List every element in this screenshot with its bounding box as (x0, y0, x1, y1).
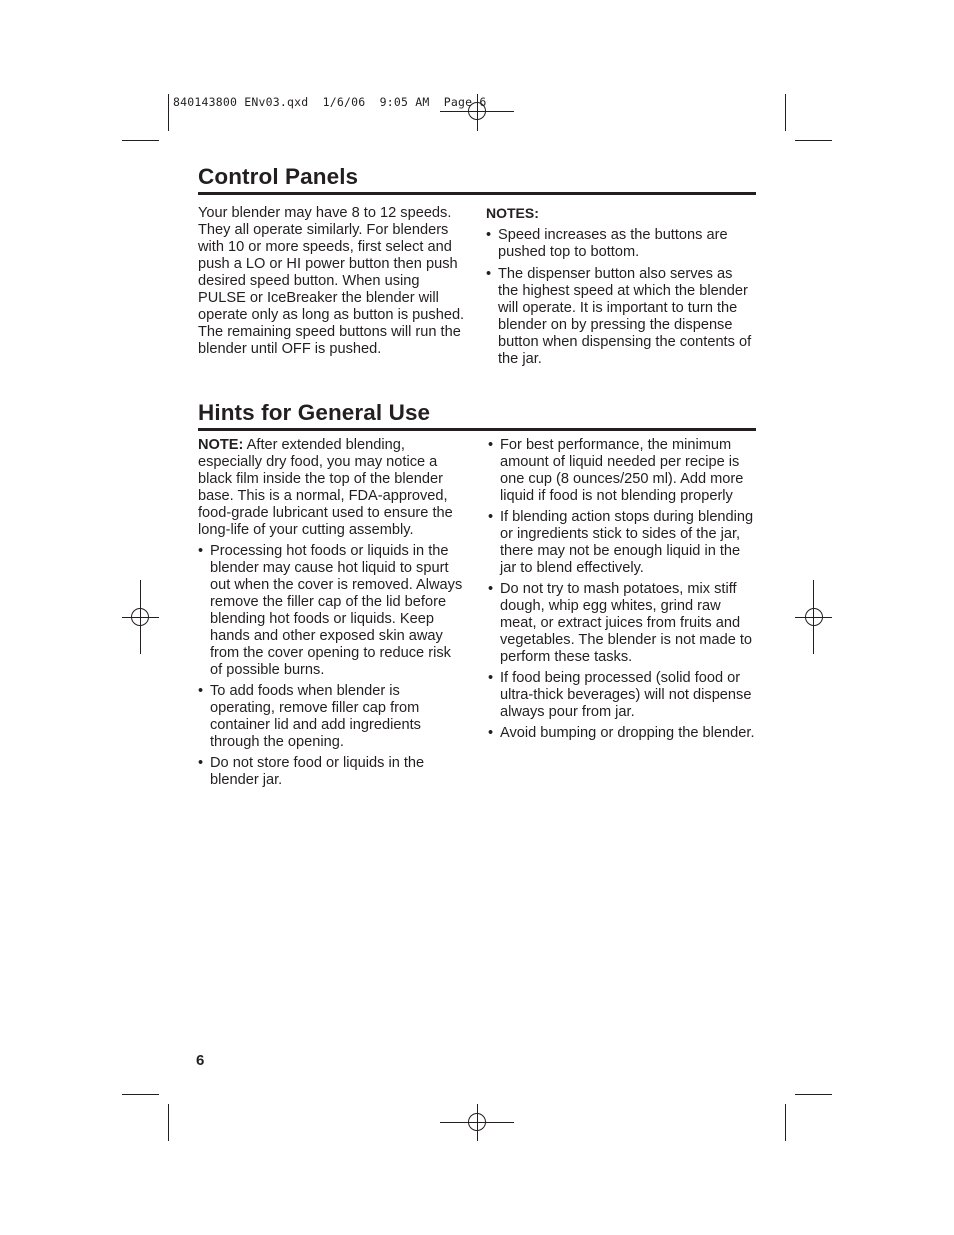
hints-left-list (198, 543, 464, 789)
notes-heading: NOTES: (486, 205, 539, 221)
section-title-hints: Hints for General Use (198, 400, 431, 425)
section-rule (198, 428, 756, 431)
note-lead: NOTE: (198, 437, 244, 453)
hints-right-column (488, 437, 758, 742)
crop-mark (168, 1104, 169, 1141)
control-panels-body (198, 205, 466, 358)
list-item: • The dispenser button also serves as the highest speed at which the blender will operate. It is important to turn the blender on by pressing the dispense button when dispensing the contents of the jar. (486, 266, 756, 368)
crop-mark (122, 1094, 159, 1095)
notes-list (486, 227, 756, 368)
list-item: • Avoid bumping or dropping the blender. (488, 725, 758, 742)
control-panels-notes (486, 205, 756, 368)
crop-mark (785, 94, 786, 131)
crop-mark (795, 140, 832, 141)
crop-mark (122, 140, 159, 141)
section-title-control-panels: Control Panels (198, 164, 359, 189)
list-item: • Processing hot foods or liquids in the blender may cause hot liquid to spurt out when the cover is removed. Always remove the filler cap of the lid before blending hot foods or liquids. Keep hands and other exposed skin away from the cover opening to reduce risk of possible burns. (198, 543, 464, 679)
registration-line (477, 1104, 478, 1141)
hints-left-column (198, 437, 464, 789)
list-item: • If food being processed (solid food or ultra-thick beverages) will not dispense always pour from jar. (488, 670, 758, 721)
page-number: 6 (196, 1052, 205, 1069)
crop-mark (795, 1094, 832, 1095)
registration-line (813, 580, 814, 654)
crop-mark (168, 94, 169, 131)
list-item: • Speed increases as the buttons are pushed top to bottom. (486, 227, 756, 261)
list-item: • If blending action stops during blending or ingredients stick to sides of the jar, there may not be enough liquid in the jar to blend effectively. (488, 509, 758, 577)
list-item: • Do not store food or liquids in the blender jar. (198, 755, 464, 789)
crop-mark (785, 1104, 786, 1141)
print-slug: 840143800 ENv03.qxd 1/6/06 9:05 AM Page 6 (173, 95, 487, 109)
registration-line (140, 580, 141, 654)
list-item: • For best performance, the minimum amount of liquid needed per recipe is one cup (8 ounces/250 ml). Add more liquid if food is not blending properly (488, 437, 758, 505)
paragraph: Your blender may have 8 to 12 speeds. They all operate similarly. For blenders with 10 or more speeds, first select and push a LO or HI power button then push desired speed button. When using PULSE or IceBreaker the blender will operate only as long as button is pushed. The remaining speed buttons will run the blender until OFF is pushed. (198, 205, 465, 357)
section-rule (198, 192, 756, 195)
note-text: After extended blending, especially dry food, you may notice a black film inside the top of the blender base. This is a normal, FDA-approved, food-grade lubricant used to ensure the long-life of your cutting assembly. (198, 437, 453, 538)
hints-right-list (488, 437, 758, 742)
note-paragraph (198, 437, 464, 539)
list-item: • To add foods when blender is operating, remove filler cap from container lid and add ingredients through the opening. (198, 683, 464, 751)
list-item: • Do not try to mash potatoes, mix stiff dough, whip egg whites, grind raw meat, or extract juices from fruits and vegetables. The blender is not made to perform these tasks. (488, 581, 758, 666)
